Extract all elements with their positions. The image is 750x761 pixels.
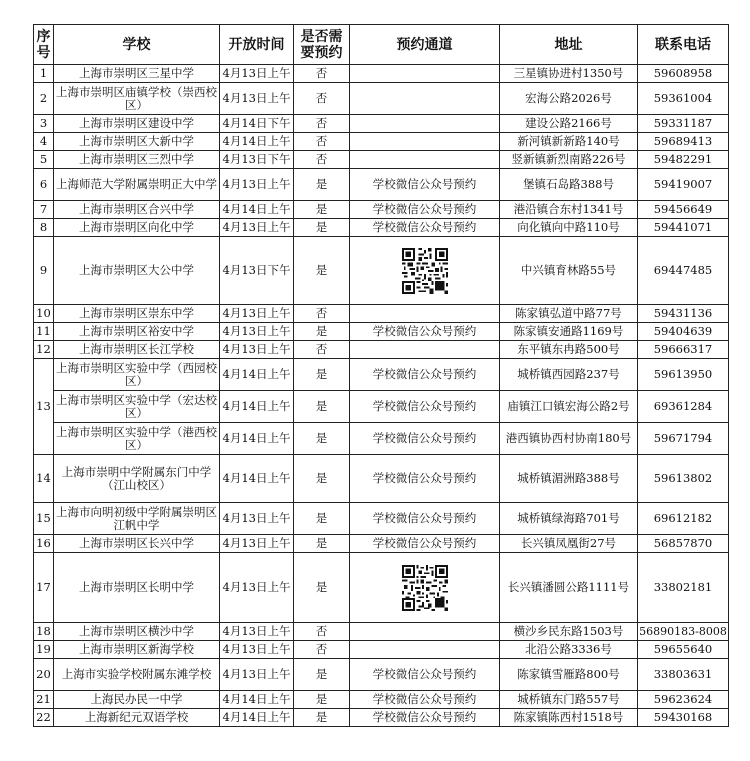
- open-time: 4月13日上午: [220, 219, 294, 237]
- phone: 59666317: [638, 341, 729, 359]
- need-reservation: 是: [294, 391, 350, 423]
- phone: 59441071: [638, 219, 729, 237]
- school-open-day-table: [33, 24, 729, 727]
- school-name: 上海师范大学附属崇明正大中学: [54, 169, 220, 201]
- address: 堡镇石岛路388号: [500, 169, 638, 201]
- phone: 33803631: [638, 659, 729, 691]
- need-reservation: 是: [294, 553, 350, 623]
- header-cell: 地址: [500, 25, 638, 65]
- school-name: 上海市崇明区合兴中学: [54, 201, 220, 219]
- school-name: 上海市崇明区庙镇学校（崇西校区）: [54, 83, 220, 115]
- school-name: 上海民办民一中学: [54, 691, 220, 709]
- need-reservation: 是: [294, 503, 350, 535]
- open-time: 4月14日上午: [220, 423, 294, 455]
- need-reservation: 否: [294, 65, 350, 83]
- table-row: [34, 219, 729, 237]
- table-row: [34, 115, 729, 133]
- table-row: [34, 201, 729, 219]
- phone: 56857870: [638, 535, 729, 553]
- school-name: 上海市崇明区大公中学: [54, 237, 220, 305]
- reservation-channel: 学校微信公众号预约: [350, 691, 500, 709]
- qr-code-icon[interactable]: [402, 248, 448, 294]
- address: 新河镇新新路140号: [500, 133, 638, 151]
- phone: 59404639: [638, 323, 729, 341]
- phone: 59623624: [638, 691, 729, 709]
- need-reservation: 是: [294, 201, 350, 219]
- reservation-channel: 学校微信公众号预约: [350, 423, 500, 455]
- reservation-channel: [350, 151, 500, 169]
- reservation-qr-cell: [350, 237, 500, 305]
- reservation-channel: 学校微信公众号预约: [350, 503, 500, 535]
- school-name: 上海市崇明区横沙中学: [54, 623, 220, 641]
- row-number: 7: [34, 201, 54, 219]
- open-time: 4月14日上午: [220, 391, 294, 423]
- need-reservation: 否: [294, 305, 350, 323]
- address: 庙镇江口镇宏海公路2号: [500, 391, 638, 423]
- header-cell: 学校: [54, 25, 220, 65]
- need-reservation: 否: [294, 641, 350, 659]
- need-reservation: 是: [294, 709, 350, 727]
- header-cell: 开放时间: [220, 25, 294, 65]
- need-reservation: 否: [294, 133, 350, 151]
- address: 港沿镇合东村1341号: [500, 201, 638, 219]
- row-number: 19: [34, 641, 54, 659]
- reservation-channel: [350, 133, 500, 151]
- reservation-channel: 学校微信公众号预约: [350, 219, 500, 237]
- phone: 59482291: [638, 151, 729, 169]
- open-time: 4月14日上午: [220, 359, 294, 391]
- open-time: 4月13日上午: [220, 83, 294, 115]
- open-time: 4月13日上午: [220, 503, 294, 535]
- table-row: [34, 169, 729, 201]
- need-reservation: 是: [294, 169, 350, 201]
- phone: 59331187: [638, 115, 729, 133]
- address: 北沿公路3336号: [500, 641, 638, 659]
- row-number: 8: [34, 219, 54, 237]
- row-number: 16: [34, 535, 54, 553]
- open-time: 4月14日上午: [220, 691, 294, 709]
- reservation-channel: 学校微信公众号预约: [350, 455, 500, 503]
- reservation-channel: 学校微信公众号预约: [350, 659, 500, 691]
- row-number: 21: [34, 691, 54, 709]
- school-name: 上海市崇明中学附属东门中学（江山校区）: [54, 455, 220, 503]
- need-reservation: 否: [294, 115, 350, 133]
- header-cell: 是否需要预约: [294, 25, 350, 65]
- school-name: 上海市崇明区长明中学: [54, 553, 220, 623]
- reservation-channel: [350, 83, 500, 115]
- table-row: [34, 691, 729, 709]
- header-cell: 序号: [34, 25, 54, 65]
- address: 宏海公路2026号: [500, 83, 638, 115]
- row-number: 17: [34, 553, 54, 623]
- address: 长兴镇凤凰街27号: [500, 535, 638, 553]
- open-time: 4月14日上午: [220, 709, 294, 727]
- table-row: [34, 641, 729, 659]
- phone: 59431136: [638, 305, 729, 323]
- reservation-channel: 学校微信公众号预约: [350, 391, 500, 423]
- school-name: 上海市崇明区长江学校: [54, 341, 220, 359]
- phone: 59456649: [638, 201, 729, 219]
- address: 三星镇协进村1350号: [500, 65, 638, 83]
- header-row: [34, 25, 729, 65]
- address: 长兴镇潘圆公路1111号: [500, 553, 638, 623]
- table-row: [34, 709, 729, 727]
- school-name: 上海市崇明区向化中学: [54, 219, 220, 237]
- reservation-channel: 学校微信公众号预约: [350, 709, 500, 727]
- open-time: 4月13日上午: [220, 641, 294, 659]
- table-row: [34, 133, 729, 151]
- open-time: 4月13日上午: [220, 323, 294, 341]
- phone: 69447485: [638, 237, 729, 305]
- reservation-channel: [350, 623, 500, 641]
- open-time: 4月14日上午: [220, 133, 294, 151]
- reservation-channel: 学校微信公众号预约: [350, 169, 500, 201]
- table-row: [34, 659, 729, 691]
- row-number: 1: [34, 65, 54, 83]
- need-reservation: 否: [294, 151, 350, 169]
- need-reservation: 是: [294, 455, 350, 503]
- table-row: [34, 341, 729, 359]
- reservation-channel: 学校微信公众号预约: [350, 359, 500, 391]
- row-number: 18: [34, 623, 54, 641]
- row-number: 14: [34, 455, 54, 503]
- reservation-channel: 学校微信公众号预约: [350, 535, 500, 553]
- table-row: [34, 423, 729, 455]
- address: 城桥镇东门路557号: [500, 691, 638, 709]
- address: 建设公路2166号: [500, 115, 638, 133]
- open-time: 4月14日下午: [220, 115, 294, 133]
- reservation-channel: [350, 641, 500, 659]
- open-time: 4月13日上午: [220, 535, 294, 553]
- open-time: 4月13日上午: [220, 659, 294, 691]
- need-reservation: 否: [294, 341, 350, 359]
- address: 东平镇东冉路500号: [500, 341, 638, 359]
- reservation-channel: [350, 305, 500, 323]
- school-name: 上海市实验学校附属东滩学校: [54, 659, 220, 691]
- row-number: 20: [34, 659, 54, 691]
- row-number: 9: [34, 237, 54, 305]
- need-reservation: 是: [294, 423, 350, 455]
- header-cell: 联系电话: [638, 25, 729, 65]
- address: 陈家镇陈西村1518号: [500, 709, 638, 727]
- table-row: [34, 237, 729, 305]
- school-name: 上海市崇明区新海学校: [54, 641, 220, 659]
- table-row: [34, 503, 729, 535]
- need-reservation: 是: [294, 219, 350, 237]
- phone: 59689413: [638, 133, 729, 151]
- open-time: 4月13日上午: [220, 623, 294, 641]
- phone: 59361004: [638, 83, 729, 115]
- phone: 59613802: [638, 455, 729, 503]
- phone: 59671794: [638, 423, 729, 455]
- row-number: 4: [34, 133, 54, 151]
- row-number: 5: [34, 151, 54, 169]
- table-row: [34, 359, 729, 391]
- phone: 59419007: [638, 169, 729, 201]
- school-name: 上海市向明初级中学附属崇明区江帆中学: [54, 503, 220, 535]
- qr-code-icon[interactable]: [402, 565, 448, 611]
- phone: 59430168: [638, 709, 729, 727]
- school-name: 上海市崇明区崇东中学: [54, 305, 220, 323]
- row-number: 10: [34, 305, 54, 323]
- table-row: [34, 553, 729, 623]
- address: 城桥镇西园路237号: [500, 359, 638, 391]
- address: 港西镇协西村协南180号: [500, 423, 638, 455]
- reservation-channel: [350, 115, 500, 133]
- row-number: 22: [34, 709, 54, 727]
- row-number: 13: [34, 359, 54, 455]
- open-time: 4月14日上午: [220, 201, 294, 219]
- open-time: 4月13日下午: [220, 237, 294, 305]
- school-name: 上海市崇明区大新中学: [54, 133, 220, 151]
- table-row: [34, 151, 729, 169]
- school-name: 上海市崇明区建设中学: [54, 115, 220, 133]
- phone: 59613950: [638, 359, 729, 391]
- reservation-channel: [350, 65, 500, 83]
- need-reservation: 是: [294, 691, 350, 709]
- phone: 59655640: [638, 641, 729, 659]
- need-reservation: 是: [294, 359, 350, 391]
- row-number: 12: [34, 341, 54, 359]
- phone: 69612182: [638, 503, 729, 535]
- open-time: 4月13日上午: [220, 305, 294, 323]
- need-reservation: 是: [294, 323, 350, 341]
- address: 陈家镇弘道中路77号: [500, 305, 638, 323]
- row-number: 6: [34, 169, 54, 201]
- address: 城桥镇湄洲路388号: [500, 455, 638, 503]
- table-row: [34, 83, 729, 115]
- table-row: [34, 455, 729, 503]
- table-row: [34, 65, 729, 83]
- address: 城桥镇绿海路701号: [500, 503, 638, 535]
- address: 陈家镇雪雁路800号: [500, 659, 638, 691]
- reservation-channel: [350, 341, 500, 359]
- open-time: 4月13日上午: [220, 169, 294, 201]
- table-row: [34, 623, 729, 641]
- row-number: 2: [34, 83, 54, 115]
- school-name: 上海市崇明区实验中学（宏达校区）: [54, 391, 220, 423]
- table-row: [34, 323, 729, 341]
- school-name: 上海市崇明区三烈中学: [54, 151, 220, 169]
- phone: 56890183-8008: [638, 623, 729, 641]
- row-number: 15: [34, 503, 54, 535]
- need-reservation: 否: [294, 83, 350, 115]
- school-name: 上海市崇明区实验中学（西园校区）: [54, 359, 220, 391]
- reservation-qr-cell: [350, 553, 500, 623]
- open-time: 4月13日上午: [220, 553, 294, 623]
- need-reservation: 是: [294, 237, 350, 305]
- address: 中兴镇育林路55号: [500, 237, 638, 305]
- table-row: [34, 391, 729, 423]
- phone: 69361284: [638, 391, 729, 423]
- address: 竖新镇新烈南路226号: [500, 151, 638, 169]
- need-reservation: 是: [294, 659, 350, 691]
- need-reservation: 否: [294, 623, 350, 641]
- open-time: 4月13日下午: [220, 151, 294, 169]
- open-time: 4月13日上午: [220, 65, 294, 83]
- need-reservation: 是: [294, 535, 350, 553]
- reservation-channel: 学校微信公众号预约: [350, 323, 500, 341]
- open-time: 4月13日上午: [220, 341, 294, 359]
- phone: 33802181: [638, 553, 729, 623]
- school-name: 上海市崇明区实验中学（港西校区）: [54, 423, 220, 455]
- address: 向化镇向中路110号: [500, 219, 638, 237]
- school-name: 上海市崇明区三星中学: [54, 65, 220, 83]
- row-number: 3: [34, 115, 54, 133]
- address: 横沙乡民东路1503号: [500, 623, 638, 641]
- table-row: [34, 305, 729, 323]
- header-cell: 预约通道: [350, 25, 500, 65]
- school-name: 上海新纪元双语学校: [54, 709, 220, 727]
- reservation-channel: 学校微信公众号预约: [350, 201, 500, 219]
- school-name: 上海市崇明区裕安中学: [54, 323, 220, 341]
- address: 陈家镇安通路1169号: [500, 323, 638, 341]
- table-row: [34, 535, 729, 553]
- open-time: 4月14日上午: [220, 455, 294, 503]
- row-number: 11: [34, 323, 54, 341]
- phone: 59608958: [638, 65, 729, 83]
- school-name: 上海市崇明区长兴中学: [54, 535, 220, 553]
